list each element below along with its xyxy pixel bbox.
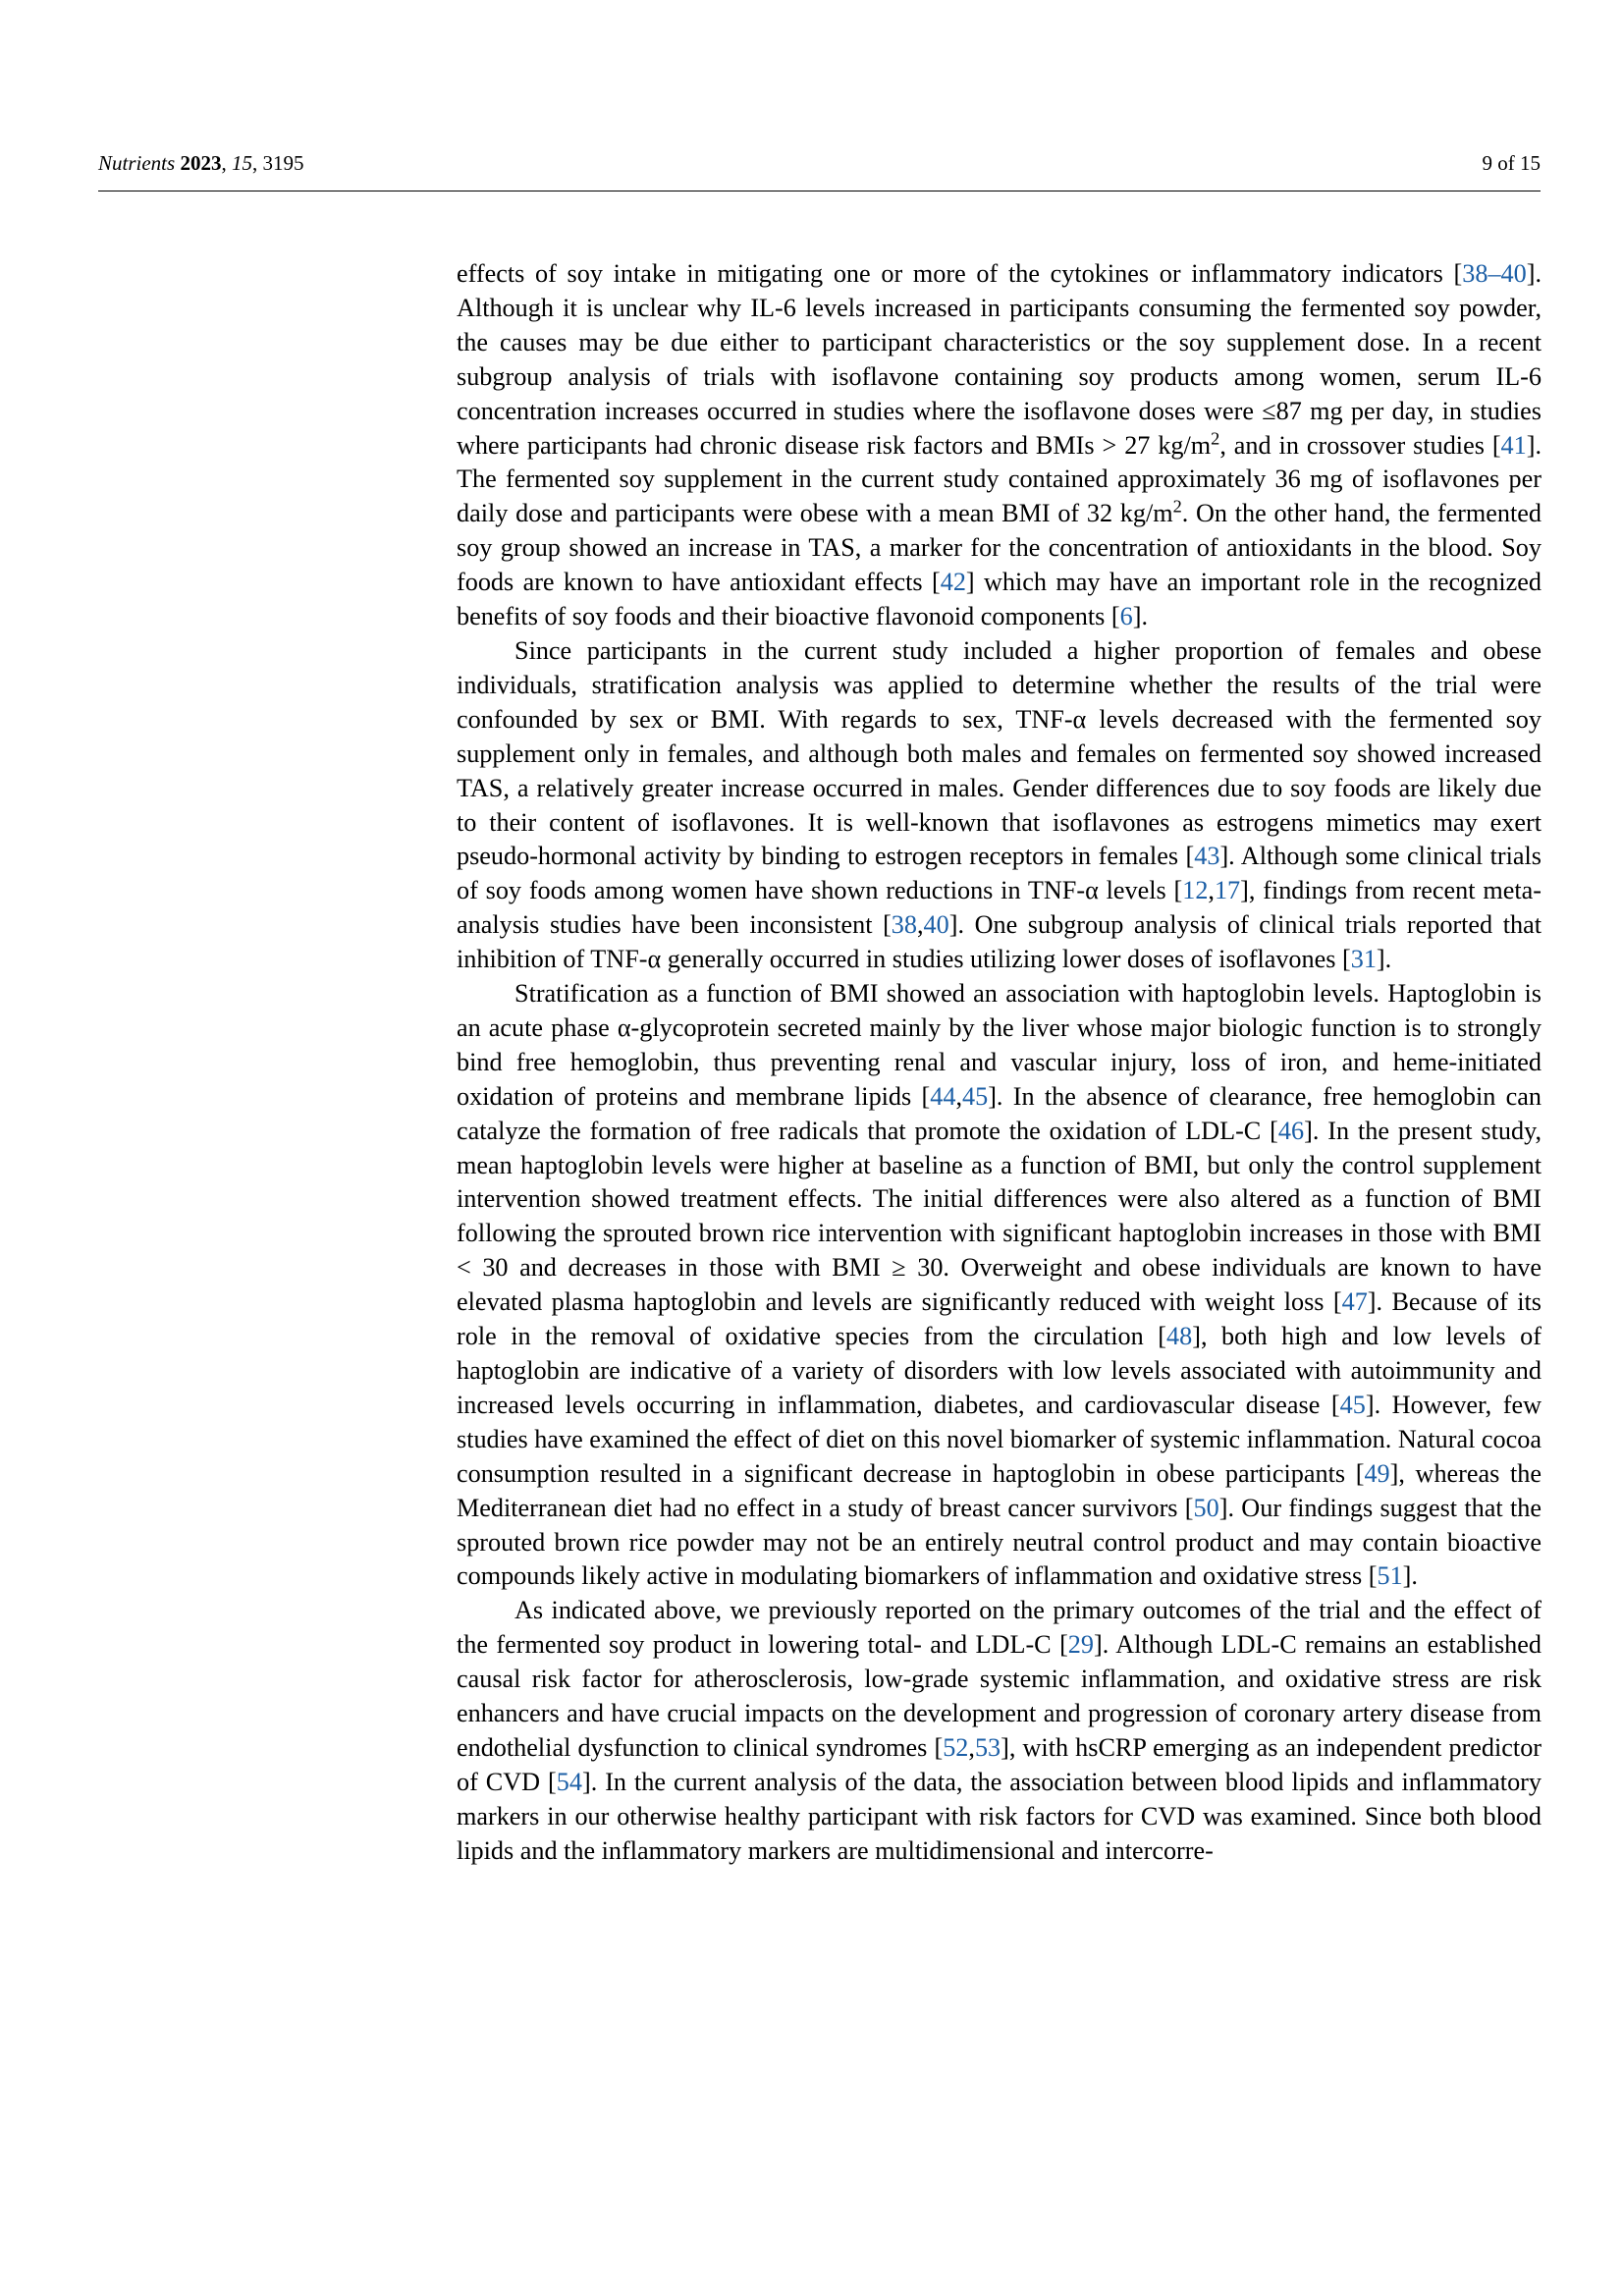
article-body	[457, 257, 1542, 1869]
citation-link[interactable]: 41	[1500, 430, 1527, 460]
citation-link[interactable]: 29	[1067, 1630, 1094, 1660]
citation-link[interactable]: 43	[1194, 842, 1220, 871]
paragraph-text: ,	[955, 1081, 962, 1111]
citation-link[interactable]: 44	[930, 1081, 956, 1111]
paragraph-text: ].	[1132, 602, 1148, 631]
superscript: 2	[1172, 496, 1182, 517]
paragraph-text: Since participants in the current study included a higher proportion of females and obese individuals, stratification analysis was applied to determine whether the results of the trial were confounded by sex or BMI. With regards to sex, TNF-α levels decreased with the fermented soy supplement only in females, and although both males and females on fermented soy showed increased TAS, a relatively greater increase occurred in males. Gender differences due to soy foods are likely due to their content of isoflavones. It is well-known that isoflavones as estrogens mimetics may exert pseudo-hormonal activity by binding to estrogen receptors in females [	[457, 635, 1542, 871]
paragraph-text: ]. Although LDL-C remains an established causal risk factor for atherosclerosis, low-grade systemic inflammation, and oxidative stress are risk enhancers and have crucial impacts on the development and progression of coronary artery disease from endothelial dysfunction to clinical syndromes [	[457, 1630, 1542, 1762]
paragraph-text: , and in crossover studies [	[1219, 430, 1501, 460]
paragraph-text: effects of soy intake in mitigating one or more of the cytokines or inflammatory indicators [	[457, 259, 1463, 288]
citation-link[interactable]: 54	[556, 1767, 582, 1796]
citation-link[interactable]: 46	[1277, 1116, 1305, 1145]
paragraph-text: ], both high and low levels of haptoglobin are indicative of a variety of disorders with low levels associated with autoimmunity and increased levels occurring in inflammation, diabetes, and cardiovascular disease [	[457, 1322, 1542, 1419]
citation-link[interactable]: 49	[1364, 1458, 1390, 1488]
paragraph-text: . On the other hand, the fermented soy group showed an increase in TAS, a marker for the concentration of antioxidants in the blood. Soy foods are known to have antioxidant effects [	[457, 499, 1542, 597]
superscript: 2	[1211, 427, 1220, 448]
paragraph-text: ,	[968, 1732, 975, 1762]
header-comma: ,	[221, 151, 232, 175]
citation-link[interactable]: 38	[891, 910, 917, 940]
paragraph-text: Stratification as a function of BMI showed an association with haptoglobin levels. Haptoglobin is an acute phase α-glycoprotein secreted mainly by the liver whose major biologic function is to strongly bind free hemoglobin, thus preventing renal and vascular injury, loss of iron, and heme-initiated oxidation of proteins and membrane lipids [	[457, 979, 1542, 1111]
citation-link[interactable]: 38–40	[1462, 259, 1527, 288]
paragraph-text: ]. Because of its role in the removal of oxidative species from the circulation [	[457, 1287, 1542, 1351]
paragraph-text: ]. The fermented soy supplement in the current study contained approximately 36 mg of isoflavones per daily dose and participants were obese with a mean BMI of 32 kg/m	[457, 430, 1542, 528]
citation-link[interactable]: 17	[1214, 876, 1241, 905]
citation-link[interactable]: 47	[1341, 1287, 1368, 1317]
paragraph-text: ]. Although some clinical trials of soy foods among women have shown reductions in TNF-α levels [	[457, 842, 1542, 905]
paragraph-text: ]. Our findings suggest that the sprouted brown rice powder may not be an entirely neutral control product and may contain bioactive compounds likely active in modulating biomarkers of inflammation and oxidative stress [	[457, 1493, 1542, 1591]
citation-link[interactable]: 48	[1166, 1322, 1193, 1351]
paragraph-text: ], with hsCRP emerging as an independent predictor of CVD [	[457, 1732, 1542, 1796]
paragraph-text: ,	[916, 910, 924, 940]
paragraph-text: ]. Although it is unclear why IL-6 levels increased in participants consuming the fermented soy powder, the causes may be due either to participant characteristics or the soy supplement dose. In a recent subgroup analysis of trials with isoflavone containing soy products among women, serum IL-6 concentration increases occurred in studies where the isoflavone doses were ≤87 mg per day, in studies where participants had chronic disease risk factors and BMIs > 27 kg/m	[457, 259, 1542, 460]
body-paragraph	[457, 634, 1542, 977]
body-paragraph	[457, 1594, 1542, 1868]
body-paragraph	[457, 977, 1542, 1594]
citation-link[interactable]: 52	[943, 1732, 969, 1762]
journal-volume: 15	[231, 151, 252, 175]
citation-link[interactable]: 40	[923, 910, 949, 940]
paragraph-text: ].	[1402, 1561, 1418, 1591]
paragraph-text: ]. However, few studies have examined the effect of diet on this novel biomarker of systemic inflammation. Natural cocoa consumption resulted in a significant decrease in haptoglobin in obese participants [	[457, 1390, 1542, 1488]
paragraph-text: ] which may have an important role in the recognized benefits of soy foods and their bioactive flavonoid components [	[457, 568, 1542, 631]
page-header	[98, 151, 1541, 176]
citation-link[interactable]: 53	[974, 1732, 1001, 1762]
paragraph-text: ]. In the present study, mean haptoglobin levels were higher at baseline as a function of BMI, but only the control supplement intervention showed treatment effects. The initial differences were also altered as a function of BMI following the sprouted brown rice intervention with significant haptoglobin increases in those with BMI < 30 and decreases in those with BMI ≥ 30. Overweight and obese individuals are known to have elevated plasma haptoglobin and levels are significantly reduced with weight loss [	[457, 1116, 1542, 1317]
paragraph-text: ], findings from recent meta-analysis studies have been inconsistent [	[457, 876, 1542, 940]
citation-link[interactable]: 42	[940, 568, 966, 597]
journal-year: 2023	[180, 151, 222, 175]
journal-name: Nutrients	[98, 151, 176, 175]
header-comma: ,	[251, 151, 263, 175]
paragraph-text: ].	[1376, 945, 1392, 974]
paragraph-text: ]. In the current analysis of the data, the association between blood lipids and inflammatory markers in our otherwise healthy participant with risk factors for CVD was examined. Since both blood lipids and the inflammatory markers are multidimensional and intercorre-	[457, 1767, 1542, 1865]
body-paragraph	[457, 257, 1542, 634]
paragraph-text: As indicated above, we previously reported on the primary outcomes of the trial and the effect of the fermented soy product in lowering total- and LDL-C [	[457, 1596, 1542, 1660]
page-number: 9 of 15	[1482, 151, 1541, 175]
paragraph-text: ]. In the absence of clearance, free hemoglobin can catalyze the formation of free radicals that promote the oxidation of LDL-C [	[457, 1081, 1542, 1145]
citation-link[interactable]: 51	[1377, 1561, 1403, 1591]
paragraph-text: ,	[1208, 876, 1215, 905]
citation-link[interactable]: 12	[1182, 876, 1209, 905]
citation-link[interactable]: 45	[1339, 1390, 1366, 1419]
citation-link[interactable]: 50	[1193, 1493, 1219, 1522]
citation-link[interactable]: 6	[1119, 602, 1133, 631]
paragraph-text: ]. One subgroup analysis of clinical trials reported that inhibition of TNF-α generally occurred in studies utilizing lower doses of isoflavones [	[457, 910, 1542, 974]
citation-link[interactable]: 31	[1350, 945, 1377, 974]
article-number: 3195	[262, 151, 304, 175]
paragraph-text: ], whereas the Mediterranean diet had no effect in a study of breast cancer survivors [	[457, 1458, 1542, 1522]
citation-link[interactable]: 45	[962, 1081, 989, 1111]
